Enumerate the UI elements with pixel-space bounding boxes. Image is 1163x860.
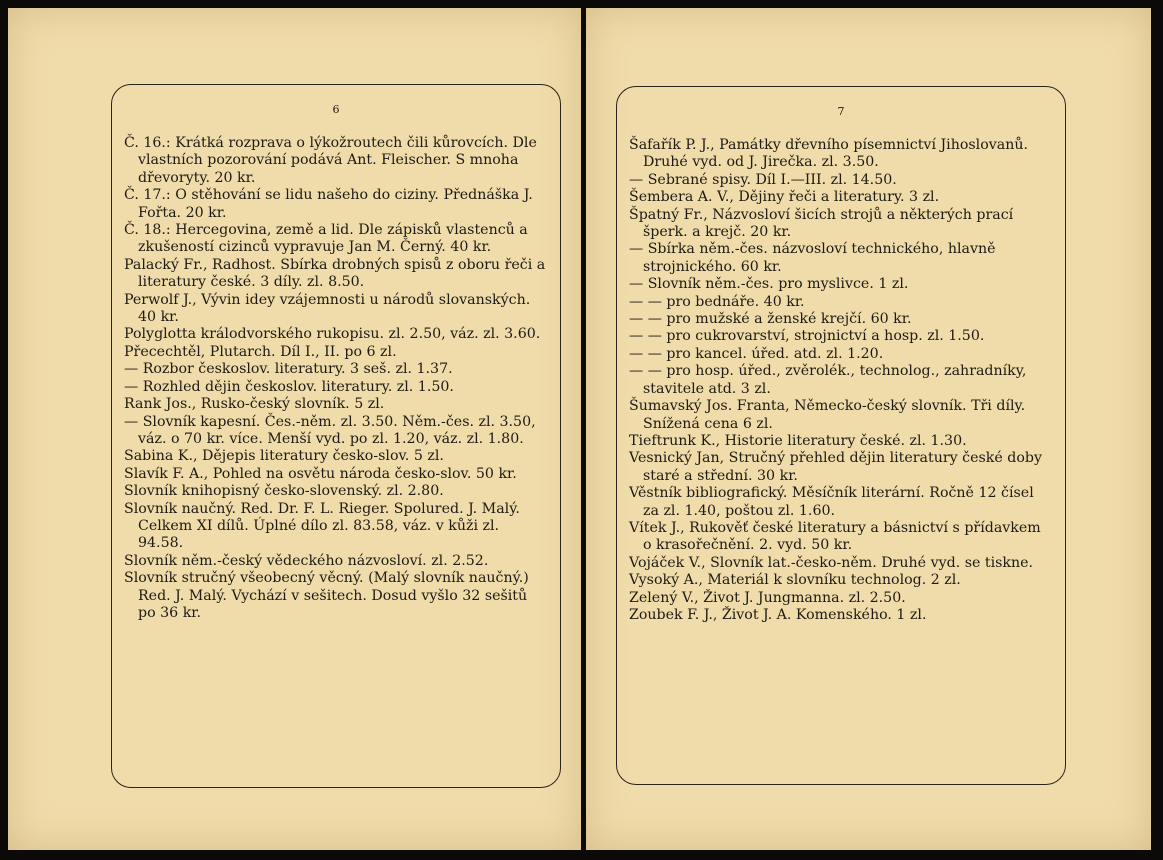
- catalog-entry: Věstník bibliografický. Měsíčník literární. Ročně 12 čísel za zl. 1.40, poštou zl. 1.60.: [629, 485, 1034, 519]
- catalog-entry: Slovník knihopisný česko-slovenský. zl. 2.80.: [124, 483, 444, 500]
- catalog-column: [629, 137, 1051, 624]
- left-page-frame: [111, 84, 561, 788]
- catalog-entry: Zoubek F. J., Život J. A. Komenského. 1 zl.: [629, 606, 927, 623]
- catalog-entry: Vojáček V., Slovník lat.-česko-něm. Druhé vyd. se tiskne.: [629, 554, 1034, 571]
- catalog-entry: Č. 17.: O stěhování se lidu našeho do ciziny. Přednáška J. Fořta. 20 kr.: [124, 187, 533, 221]
- catalog-entry: Slovník naučný. Red. Dr. F. L. Rieger. Spolured. J. Malý. Celkem XI dílů. Úplné dílo zl. 83.58, váz. v kůži zl. 94.58.: [124, 500, 520, 552]
- catalog-entry: Palacký Fr., Radhost. Sbírka drobných spisů z oboru řeči a literatury české. 3 díly. zl. 8.50.: [124, 256, 546, 291]
- catalog-entry: Tieftrunk K., Historie literatury české. zl. 1.30.: [629, 432, 967, 449]
- catalog-column: [124, 135, 546, 622]
- catalog-entry: Šembera A. V., Dějiny řeči a literatury. 3 zl.: [629, 189, 940, 206]
- catalog-entry: — Slovník něm.-čes. pro myslivce. 1 zl.: [629, 276, 909, 293]
- catalog-entry: Vysoký A., Materiál k slovníku technolog. 2 zl.: [629, 572, 961, 589]
- catalog-entry: — — pro hosp. úřed., zvěrolék., technolog., zahradníky, stavitele atd. 3 zl.: [629, 363, 1027, 397]
- catalog-entry: — Rozhled dějin českoslov. literatury. zl. 1.50.: [124, 378, 454, 395]
- catalog-entry: Zelený V., Život J. Jungmanna. zl. 2.50.: [629, 589, 906, 606]
- catalog-entry: Slovník něm.-český vědeckého názvosloví. zl. 2.52.: [124, 552, 489, 569]
- catalog-entry: — Sbírka něm.-čes. názvosloví technického, hlavně strojnického. 60 kr.: [629, 241, 996, 275]
- catalog-entry: Slavík F. A., Pohled na osvětu národa česko-slov. 50 kr.: [124, 465, 517, 482]
- catalog-entry: — — pro cukrovarství, strojnictví a hosp. zl. 1.50.: [629, 328, 985, 345]
- page-number: 7: [837, 105, 845, 118]
- catalog-entry: Č. 18.: Hercegovina, země a lid. Dle zápisků vlastenců a zkušeností cizinců vypravuje Jan M. Černý. 40 kr.: [124, 222, 528, 256]
- catalog-entry: Slovník stručný všeobecný věcný. (Malý slovník naučný.) Red. J. Malý. Vychází v sešitech. Dosud vyšlo 32 sešitů po 36 kr.: [124, 570, 529, 621]
- catalog-entry: — — pro bednáře. 40 kr.: [629, 293, 805, 310]
- catalog-entry: Šafařík P. J., Památky dřevního písemnictví Jihoslovanů. Druhé vyd. od J. Jirečka. zl. 3.50.: [629, 137, 1029, 171]
- catalog-entry: Perwolf J., Vývin idey vzájemnosti u národů slovanských. 40 kr.: [124, 291, 531, 326]
- catalog-entry: Přecechtěl, Plutarch. Díl I., II. po 6 zl.: [124, 343, 397, 360]
- catalog-entry: — Rozbor českoslov. literatury. 3 seš. zl. 1.37.: [124, 361, 453, 378]
- catalog-entry: — Slovník kapesní. Čes.-něm. zl. 3.50. Něm.-čes. zl. 3.50, váz. o 70 kr. více. Menší vyd. po zl. 1.20, váz. zl. 1.80.: [124, 413, 536, 447]
- catalog-entry: Špatný Fr., Názvosloví šicích strojů a některých prací šperk. a krejč. 20 kr.: [629, 206, 1014, 241]
- catalog-entry: Vesnický Jan, Stručný přehled dějin literatury české doby staré a střední. 30 kr.: [629, 450, 1043, 484]
- catalog-entry: Vítek J., Rukověť české literatury a básnictví s přídavkem o krasořečnění. 2. vyd. 50 kr.: [629, 519, 1041, 554]
- right-page: [586, 8, 1151, 850]
- catalog-entry: — — pro mužské a ženské krejčí. 60 kr.: [629, 311, 912, 328]
- catalog-entry: — Sebrané spisy. Díl I.—III. zl. 14.50.: [629, 171, 897, 188]
- right-page-frame: [616, 86, 1066, 785]
- left-page: [8, 8, 581, 850]
- catalog-entry: Polyglotta králodvorského rukopisu. zl. 2.50, váz. zl. 3.60.: [124, 326, 541, 343]
- catalog-entry: Sabina K., Dějepis literatury česko-slov. 5 zl.: [124, 448, 444, 465]
- catalog-entry: Rank Jos., Rusko-český slovník. 5 zl.: [124, 396, 385, 413]
- catalog-entry: Šumavský Jos. Franta, Německo-český slovník. Tři díly. Snížená cena 6 zl.: [629, 398, 1026, 432]
- page-number: 6: [332, 103, 340, 116]
- catalog-entry: — — pro kancel. úřed. atd. zl. 1.20.: [629, 345, 884, 362]
- catalog-entry: Č. 16.: Krátká rozprava o lýkožroutech čili kůrovcích. Dle vlastních pozorování podává Ant. Fleischer. S mnoha dřevoryty. 20 kr.: [124, 135, 537, 186]
